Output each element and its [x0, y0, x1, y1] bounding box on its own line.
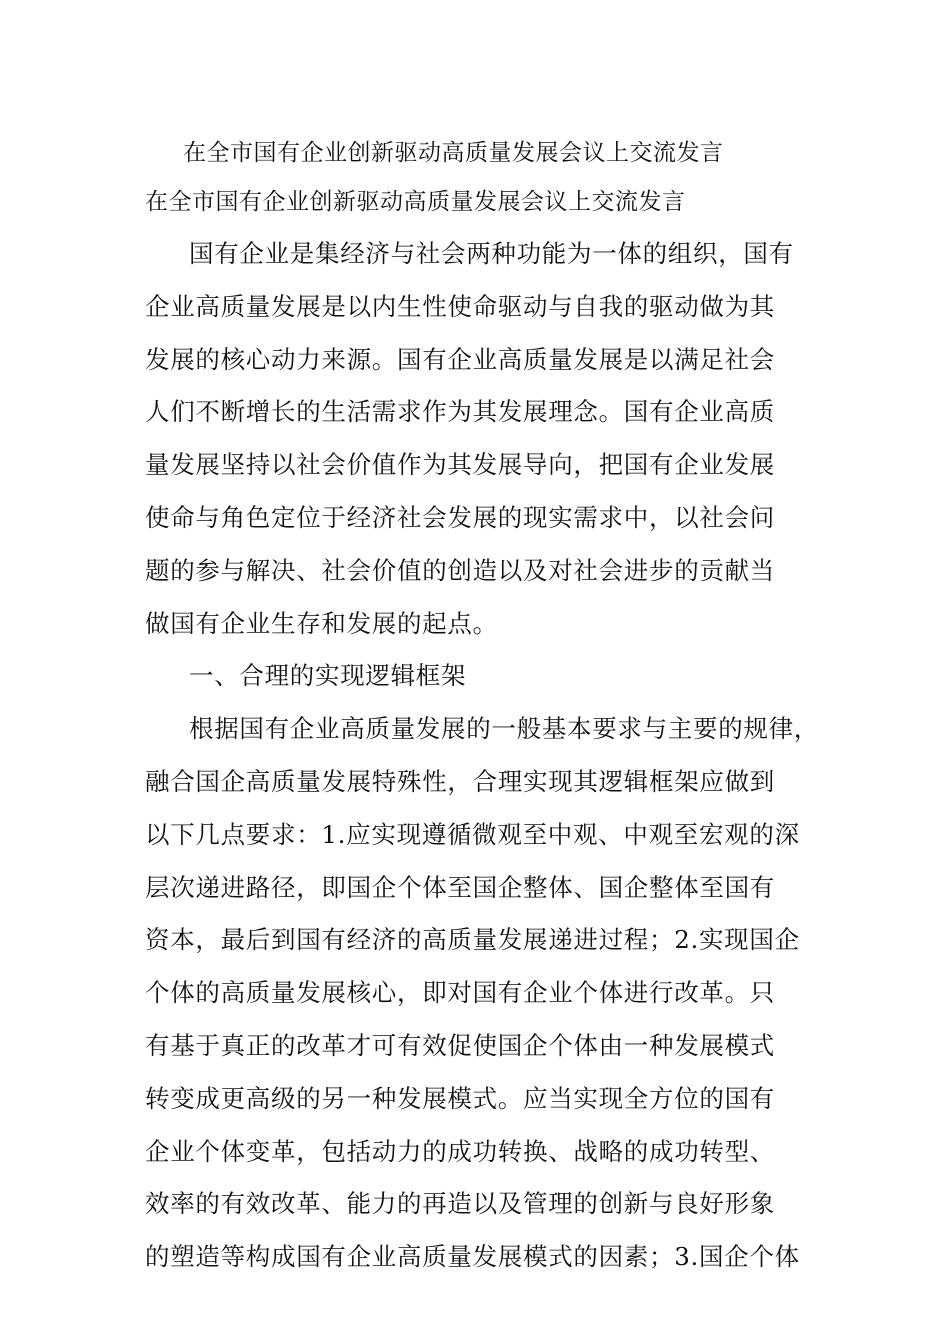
paragraph-line: 效率的有效改革、能力的再造以及管理的创新与良好形象: [145, 1189, 775, 1219]
paragraph-line: 企业个体变革，包括动力的成功转换、战略的成功转型、: [145, 1136, 775, 1166]
paragraph-line: 转变成更高级的另一种发展模式。应当实现全方位的国有: [145, 1083, 775, 1113]
document-title: 在全市国有企业创新驱动高质量发展会议上交流发言: [183, 140, 724, 166]
paragraph-line: 做国有企业生存和发展的起点。: [145, 608, 498, 638]
document-subtitle: 在全市国有企业创新驱动高质量发展会议上交流发言: [145, 189, 686, 215]
paragraph-line: 人们不断增长的生活需求作为其发展理念。国有企业高质: [145, 397, 775, 427]
paragraph-line: 以下几点要求：1.应实现遵循微观至中观、中观至宏观的深: [145, 819, 800, 849]
paragraph-line: 的塑造等构成国有企业高质量发展模式的因素；3.国企个体: [145, 1242, 800, 1272]
paragraph-line: 发展的核心动力来源。国有企业高质量发展是以满足社会: [145, 344, 775, 374]
paragraph-line: 使命与角色定位于经济社会发展的现实需求中，以社会问: [145, 502, 775, 532]
paragraph-line: 根据国有企业高质量发展的一般基本要求与主要的规律，: [189, 714, 819, 744]
paragraph-line: 企业高质量发展是以内生性使命驱动与自我的驱动做为其: [145, 291, 775, 321]
document-body: [145, 228, 819, 1284]
paragraph-line: 融合国企高质量发展特殊性，合理实现其逻辑框架应做到: [145, 766, 775, 796]
paragraph-line: 个体的高质量发展核心，即对国有企业个体进行改革。只: [145, 978, 775, 1008]
paragraph-line: 资本，最后到国有经济的高质量发展递进过程；2.实现国企: [145, 925, 800, 955]
paragraph-line: 题的参与解决、社会价值的创造以及对社会进步的贡献当: [145, 555, 775, 585]
paragraph-line: 有基于真正的改革才可有效促使国企个体由一种发展模式: [145, 1030, 775, 1060]
paragraph-line: 层次递进路径，即国企个体至国企整体、国企整体至国有: [145, 872, 775, 902]
section-heading: 一、合理的实现逻辑框架: [189, 661, 467, 691]
paragraph-line: 国有企业是集经济与社会两种功能为一体的组织，国有: [189, 239, 794, 268]
paragraph-line: 量发展坚持以社会价值作为其发展导向，把国有企业发展: [145, 450, 775, 480]
